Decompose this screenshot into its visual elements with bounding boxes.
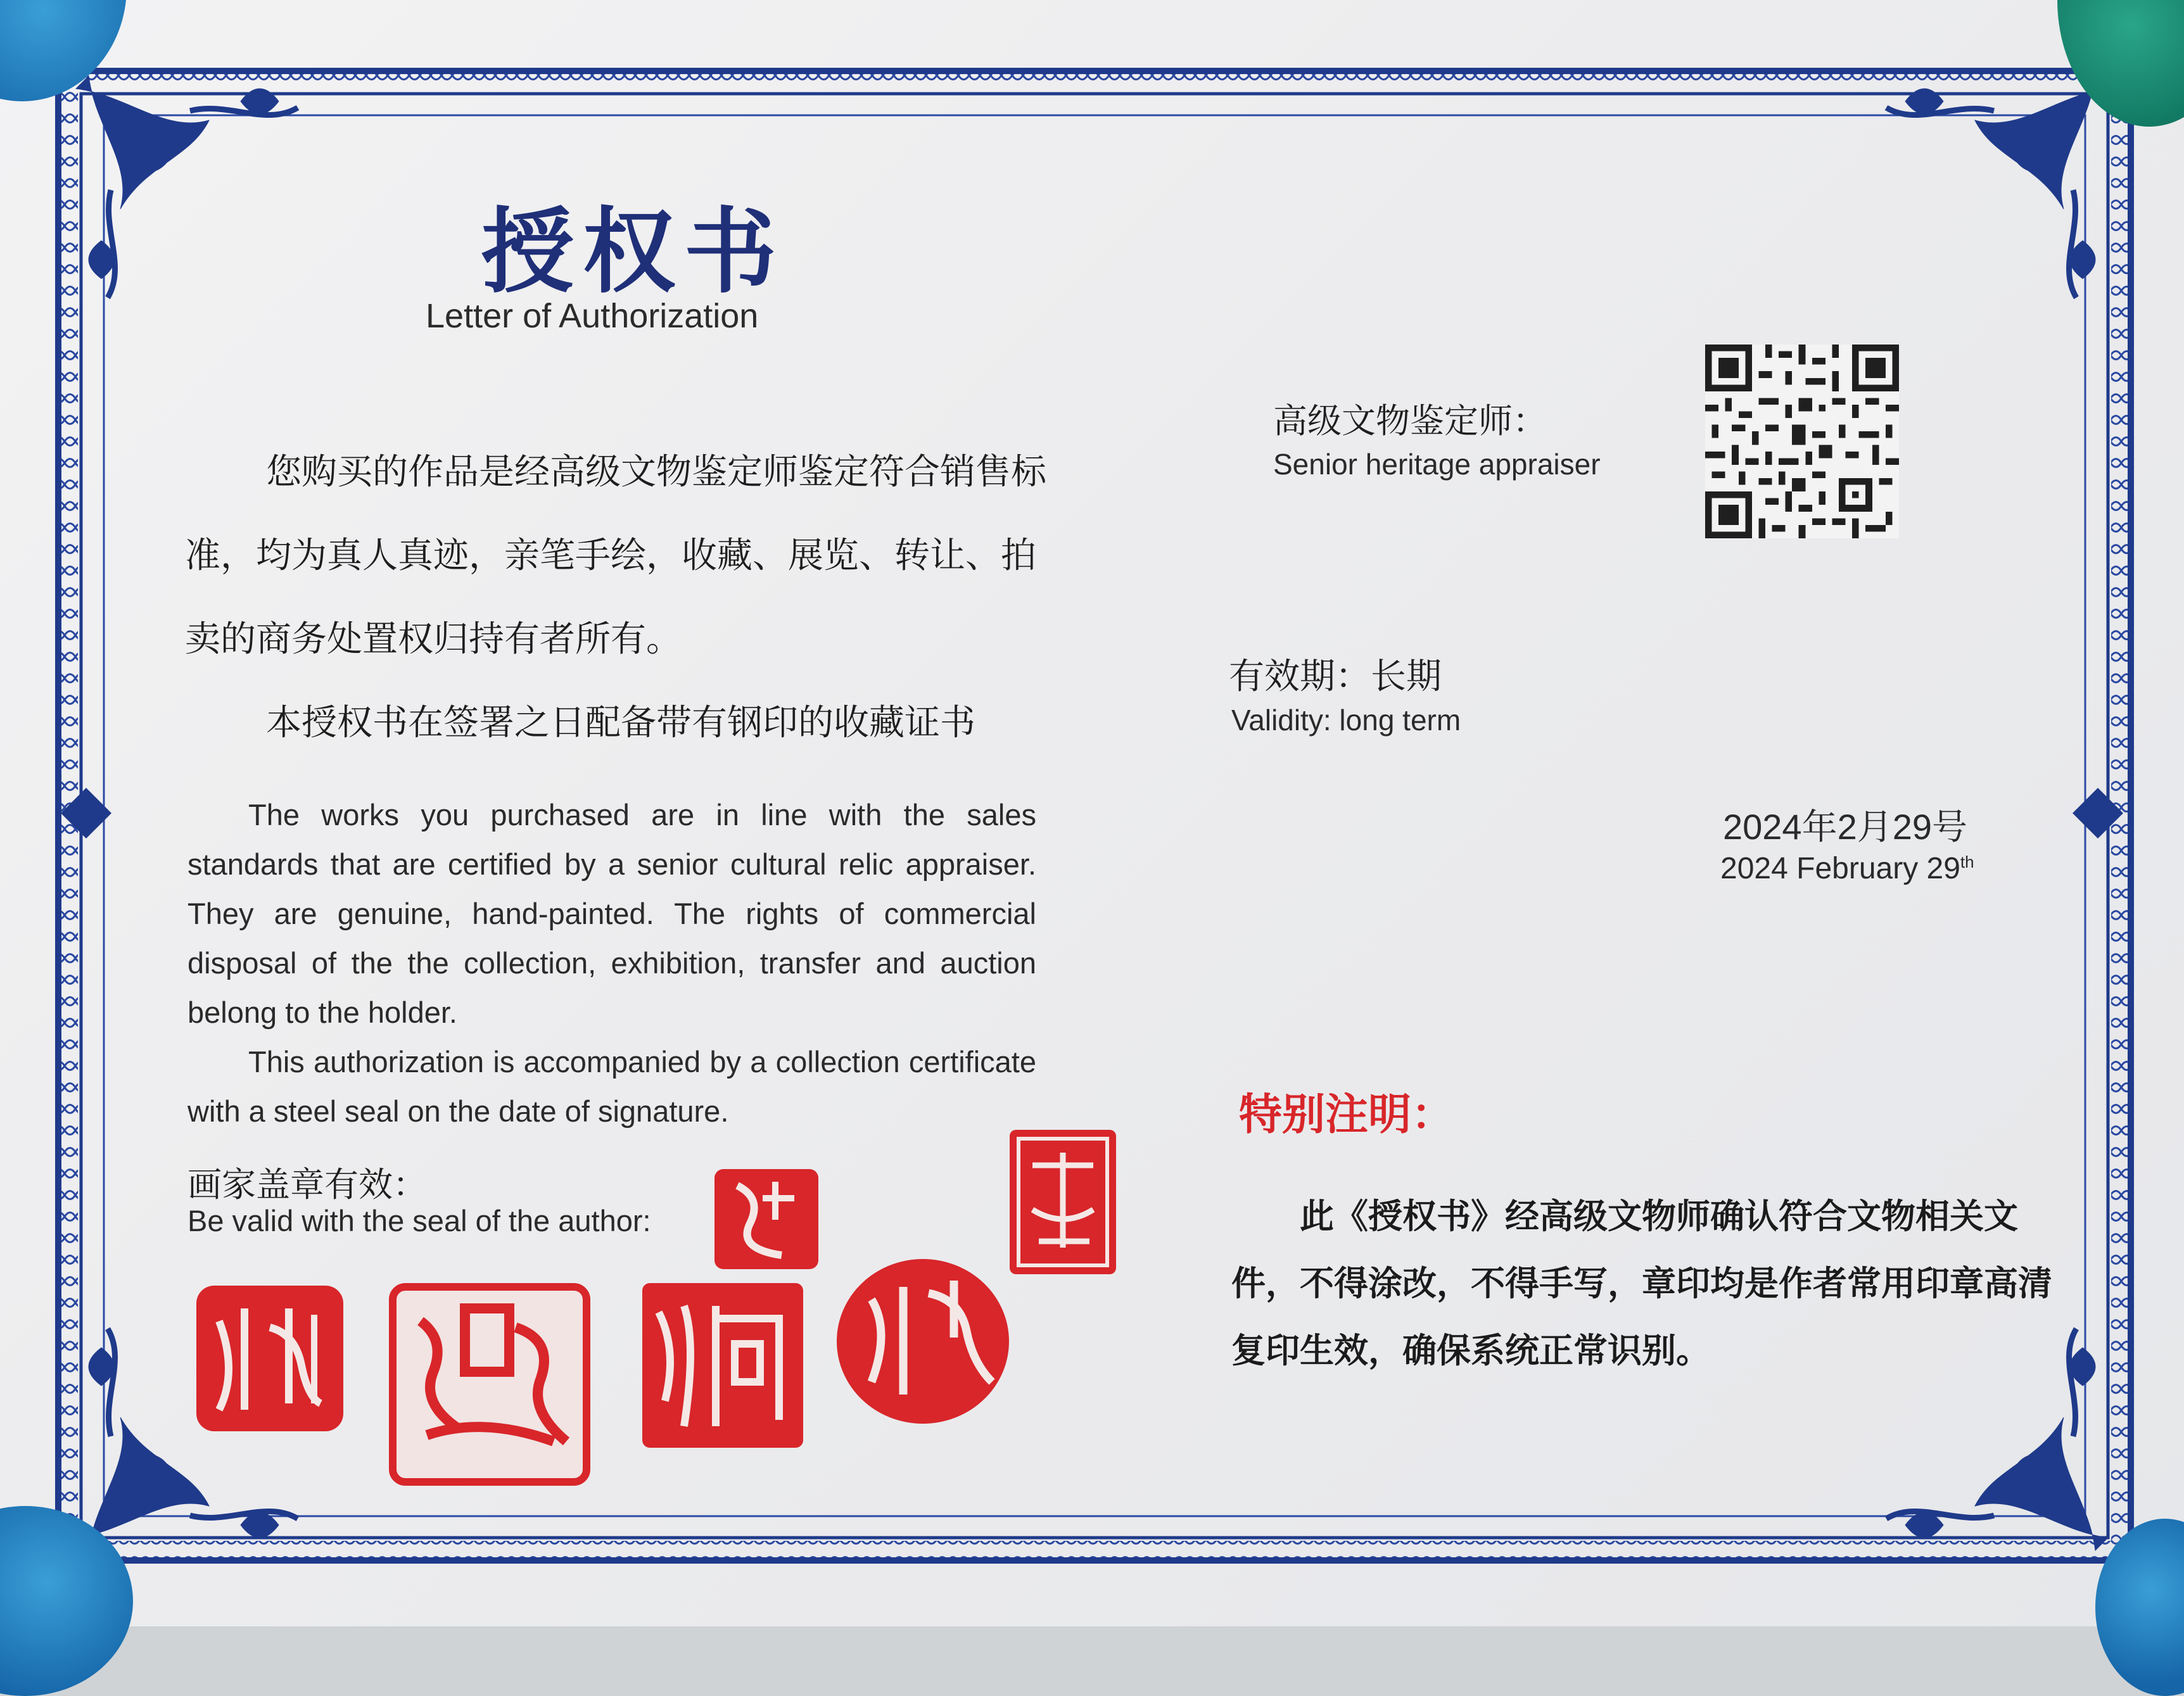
body-english (187, 790, 1036, 1136)
title-english: Letter of Authorization (426, 297, 759, 335)
seal-4 (389, 1283, 590, 1486)
date-chinese: 2024年2月29号 (1723, 807, 1968, 847)
body-chinese-paragraph-1: 您购买的作品是经高级文物鉴定师鉴定符合销售标准，均为真人真迹，亲笔手绘，收藏、展览、转让、拍卖的商务处置权归持有者所有。 (185, 452, 1046, 660)
qr-code-icon[interactable] (1705, 345, 1899, 538)
corner-ornament-tl (76, 76, 298, 298)
special-note-text: 此《授权书》经高级文物师确认符合文物相关文件，不得涂改，不得手写，章印均是作者常用印章高清复印生效，确保系统正常识别。 (1231, 1196, 2052, 1370)
appraiser-label-english: Senior heritage appraiser (1273, 448, 1601, 481)
date-english-suffix: th (1960, 852, 1974, 871)
date-english-text: 2024 February 29 (1720, 852, 1960, 885)
seal-label-chinese: 画家盖章有效： (187, 1165, 427, 1205)
body-chinese (185, 431, 1053, 765)
validity-chinese: 有效期：长期 (1229, 656, 1442, 697)
appraiser-label-chinese: 高级文物鉴定师： (1273, 401, 1547, 441)
body-chinese-paragraph-2: 本授权书在签署之日配备带有钢印的收藏证书 (266, 702, 975, 744)
title-chinese: 授权书 (481, 198, 785, 306)
seal-6 (834, 1255, 1012, 1427)
validity-english: Validity: long term (1231, 704, 1461, 737)
seal-1 (712, 1167, 821, 1272)
body-english-paragraph-1: The works you purchased are in line with the sales standards that are certified by a senior cultural relic appraiser. They are genuine, hand-painted. The rights of commercial disposal of the the collection, exhibition, transfer and auction belong to the holder. (187, 798, 1036, 1029)
date-english (1720, 851, 1974, 886)
seal-3 (194, 1283, 346, 1434)
seal-2 (1007, 1127, 1119, 1277)
seal-label-english: Be valid with the seal of the author: (187, 1204, 651, 1237)
body-english-paragraph-2: This authorization is accompanied by a collection certificate with a steel seal on the date of signature. (187, 1045, 1036, 1128)
corner-ornament-tr (1886, 76, 2108, 298)
special-note-title: 特别注明： (1239, 1090, 1455, 1140)
seal-5 (640, 1281, 806, 1450)
special-note-body (1231, 1183, 2067, 1384)
